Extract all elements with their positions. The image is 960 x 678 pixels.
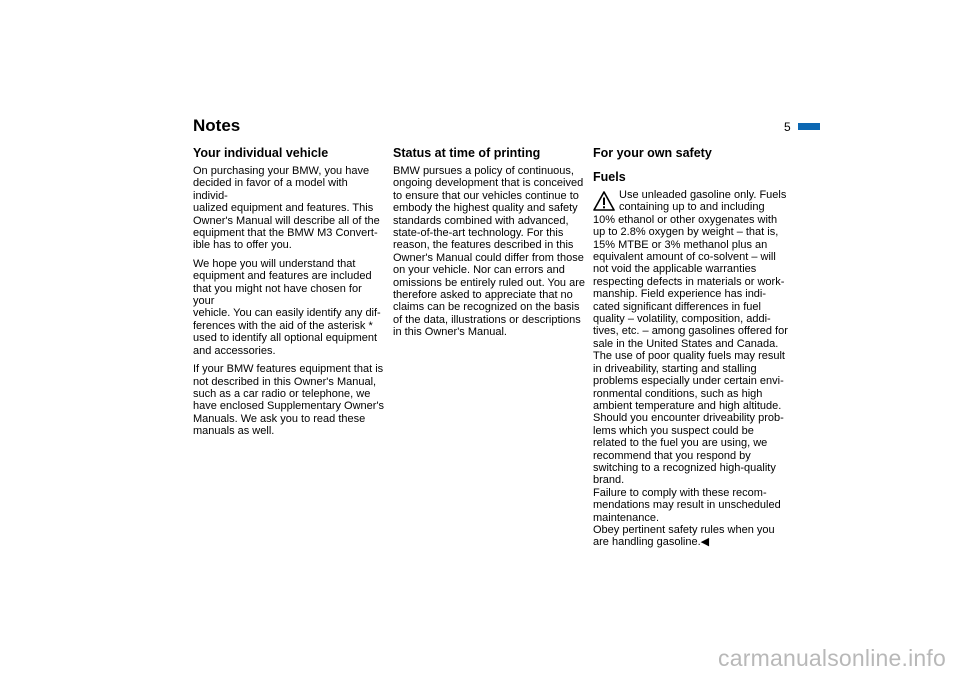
section-own-safety [593,146,789,549]
warning-triangle-icon [593,191,615,211]
page-number-accent-bar [798,123,820,130]
paragraph-fuels-warning: Use unleaded gasoline only. Fuels containing up to and including 10% ethanol or other oxygenates with up to 2.8% oxygen by weight – that is, 15% MTBE or 3% methanol plus an equivalent amount of co-solvent – will not void the applicable warranties respecting defects in materials or work- manship. Field experience has indi- cated significant differences in fuel quality – volatility, composition, addi- tives, etc. – among gasolines offered for sale in the United States and Canada. The use of poor quality fuels may result in driveability, starting and stalling problems especially under certain envi- ronmental conditions, such as high ambient temperature and high altitude. Should you encounter driveability prob- lems which you suspect could be related to the fuel you are using, we recommend that you respond by switching to a recognized high-quality brand. Failure to comply with these recom- mendations may result in unscheduled maintenance. Obey pertinent safety rules when you are handling gasoline.◀ [593,189,788,549]
section-heading-individual-vehicle: Your individual vehicle [193,146,329,160]
section-status-printing [393,146,585,345]
page-title: Notes [193,116,241,135]
paragraph-development-policy: BMW pursues a policy of continuous, ongoing development that is conceived to ensure that our vehicles continue to embody the highest quality and safety standards combined with advanced, state-of-the-art technology. For this reason, the features described in this Owner's Manual could differ from those on your vehicle. Nor can errors and omissions be entirely ruled out. You are therefore asked to appreciate that no claims can be recognized on the basis of the data, illustrations or descriptions in this Owner's Manual. [393,165,586,339]
footer-watermark: carmanualsonline.info [718,645,946,671]
paragraph-equipment-differences: We hope you will understand that equipment and features are included that you might not have chosen for your vehicle. You can easily identify any dif- ferences with the aid of the asterisk * used to identify all optional equipment and accessories. [193,257,381,357]
paragraph-purchase: On purchasing your BMW, you have decided in favor of a model with individ- ualized equipment and features. This Owner's Manual will describe all of the equipment that the BMW M3 Convert- ible has to offer you. [193,165,380,252]
section-individual-vehicle [193,146,385,444]
page-number: 5 [784,120,791,134]
paragraph-supplementary-manuals: If your BMW features equipment that is not described in this Owner's Manual, such as a car radio or telephone, we have enclosed Supplementary Owner's Manuals. We ask you to read these manuals as well. [193,363,385,438]
section-heading-own-safety: For your own safety [593,146,712,160]
subheading-fuels: Fuels [593,170,626,184]
section-heading-status-printing: Status at time of printing [393,146,541,160]
